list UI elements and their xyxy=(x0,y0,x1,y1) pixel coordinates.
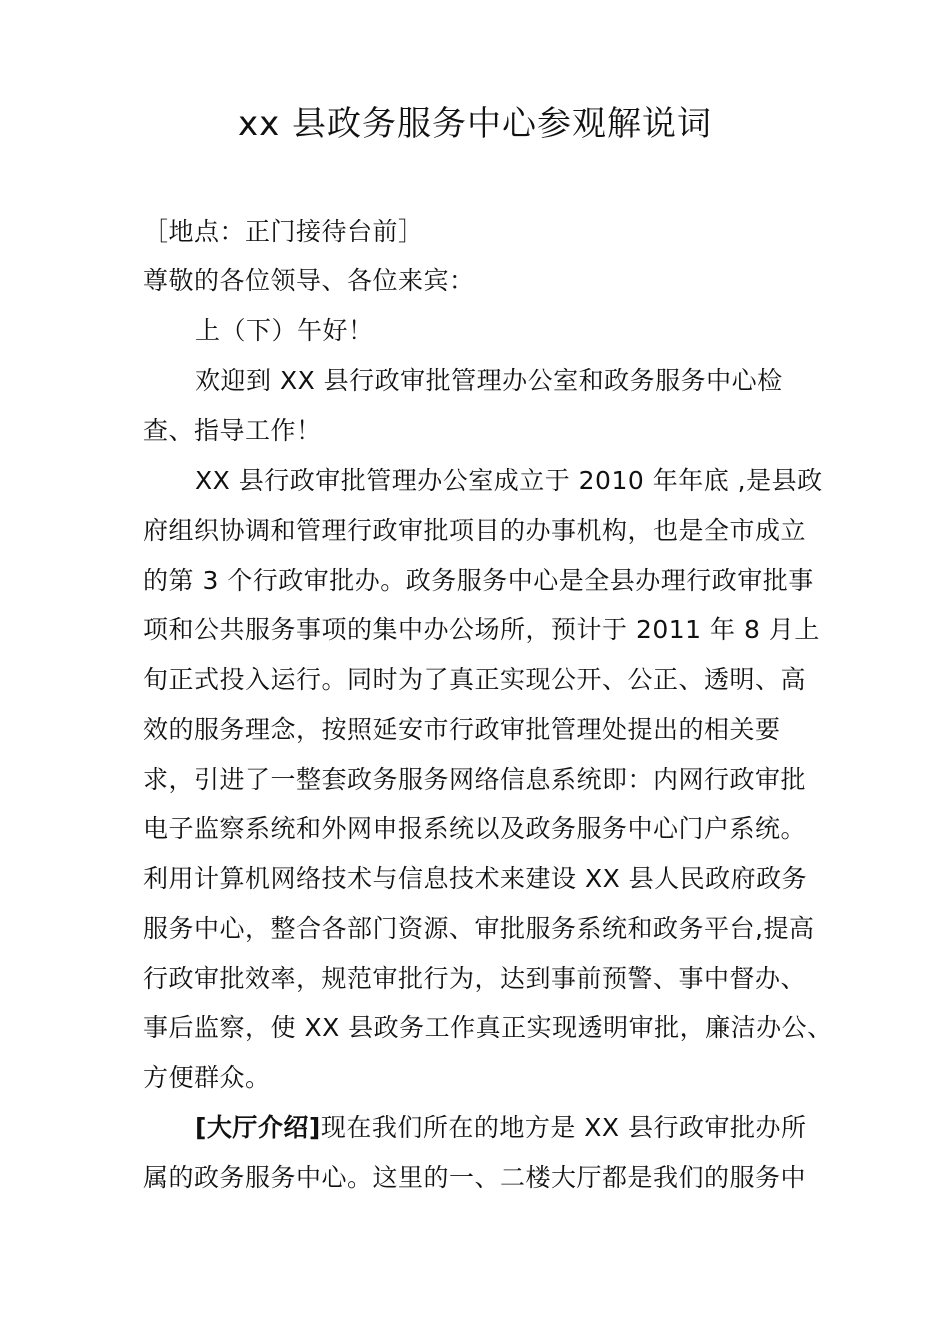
paragraph-line: 查、指导工作！ xyxy=(143,416,322,445)
paragraph-line: 求，引进了一整套政务服务网络信息系统即：内网行政审批 xyxy=(143,765,807,794)
hall-intro-line xyxy=(195,1103,807,1153)
paragraph-line: 电子监察系统和外网申报系统以及政务服务中心门户系统。 xyxy=(143,814,807,843)
paragraph-line: 欢迎到 XX 县行政审批管理办公室和政务服务中心检 xyxy=(195,366,783,395)
paragraph-line: 服务中心，整合各部门资源、审批服务系统和政务平台,提高 xyxy=(143,914,815,943)
paragraph-line: 旬正式投入运行。同时为了真正实现公开、公正、透明、高 xyxy=(143,665,807,694)
paragraph-line: 府组织协调和管理行政审批项目的办事机构，也是全市成立 xyxy=(143,516,807,545)
paragraph-line: XX 县行政审批管理办公室成立于 2010 年年底 ,是县政 xyxy=(195,466,823,495)
greeting-line: 上（下）午好！ xyxy=(195,316,374,345)
paragraph-line: 的第 3 个行政审批办。政务服务中心是全县办理行政审批事 xyxy=(143,566,814,595)
greeting-salutation: 尊敬的各位领导、各位来宾： xyxy=(143,266,475,295)
paragraph-line: 事后监察，使 XX 县政务工作真正实现透明审批，廉洁办公、 xyxy=(143,1013,833,1042)
paragraph-line: 项和公共服务事项的集中办公场所，预计于 2011 年 8 月上 xyxy=(143,615,820,644)
paragraph-line: 属的政务服务中心。这里的一、二楼大厅都是我们的服务中 xyxy=(143,1163,807,1192)
paragraph-line: 方便群众。 xyxy=(143,1063,271,1092)
hall-intro-label: [大厅介绍] xyxy=(195,1113,321,1142)
hall-intro-text: 现在我们所在的地方是 XX 县行政审批办所 xyxy=(320,1113,807,1142)
paragraph-line: 行政审批效率，规范审批行为，达到事前预警、事中督办、 xyxy=(143,964,807,993)
document-title: xx 县政务服务中心参观解说词 xyxy=(237,104,713,144)
location-note: ［地点：正门接待台前］ xyxy=(143,217,424,246)
paragraph-line: 利用计算机网络技术与信息技术来建设 XX 县人民政府政务 xyxy=(143,864,808,893)
paragraph-line: 效的服务理念，按照延安市行政审批管理处提出的相关要 xyxy=(143,715,781,744)
